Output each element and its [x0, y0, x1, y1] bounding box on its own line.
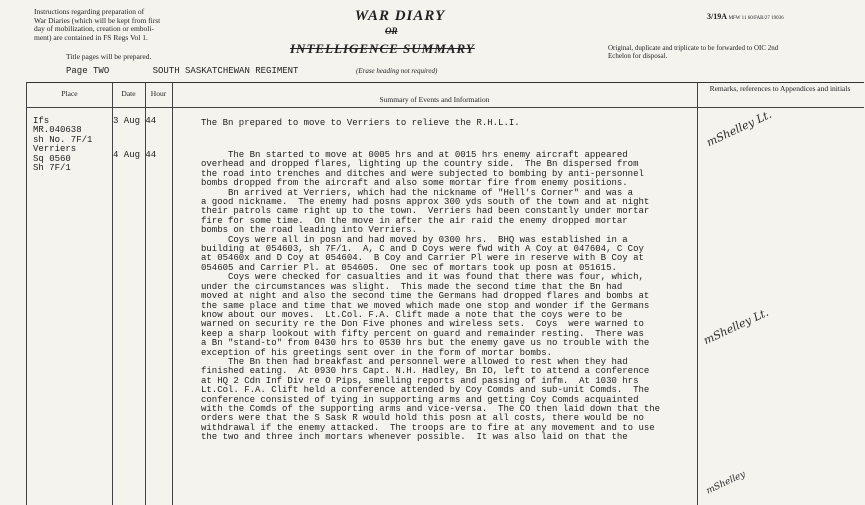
- signature-3: mShelley: [704, 469, 748, 497]
- place-entry: Ifs MR.040638 sh No. 7F/1 Verriers Sq 0560 Sh 7F/1: [33, 116, 93, 174]
- summary-entry-1: The Bn prepared to move to Verriers to relieve the R.H.L.I.: [201, 118, 520, 128]
- date-entry-1: 3 Aug 44: [113, 116, 157, 126]
- date-entry-2: 4 Aug 44: [113, 150, 157, 160]
- form-code-small: MFW 11 60/FAB/27 19036: [728, 16, 784, 21]
- instructions-block: [34, 8, 234, 42]
- page-label: Page: [66, 66, 88, 76]
- form-code-main: 3/19A: [707, 12, 727, 21]
- hour-header: Hour: [150, 89, 167, 98]
- signature-2: mShelley Lt.: [701, 305, 771, 348]
- column-divider: [112, 83, 113, 505]
- instructions-line: War Diaries (which will be kept from first: [34, 15, 161, 25]
- instructions-line: Instructions regarding preparation of: [34, 7, 145, 16]
- intelligence-summary-title: INTELLIGENCE SUMMARY: [290, 41, 475, 56]
- place-header: Place: [61, 89, 78, 98]
- date-header: Date: [121, 89, 136, 98]
- title-pages-note: Title pages will be prepared.: [66, 52, 152, 61]
- instructions-line: day of mobilization, creation or emboli-: [34, 24, 154, 33]
- column-divider: [145, 83, 146, 505]
- diary-table: [26, 82, 864, 505]
- summary-entry-2: The Bn started to move at 0005 hrs and at 0015 hrs enemy aircraft appeared overhead and dropped flares, lighting up the country side. The Bn dispersed from the road into trenches and ditches and were subjected to bombing by anti-personnel bombs dropped from the aircraft and also some mortar fire from enemy positions. Bn arrived at Verriers, which had the nickname of "Hell's Corner" and was a a good nickname. The enemy had posns approx 300 yds south of the town and at night their patrols came right up to the town. Verriers had been constantly under mortar fire for some time. On the move in after the air raid the enemy dropped mortar bombs on the road leading into Verriers. Coys were all in posn and had moved by 0300 hrs. BHQ was established in a building at 054603, sh 7F/1. A, C and D Coys were fwd with A Coy at 047604, C Coy at 05460x and D Coy at 054604. B Coy and Carrier Pl were in reserve with B Coy at 054605 and Carrier Pl. at 054605. One sec of mortars took up posn at 051615. Coys were checked for casualties and it was found that there was four, which, under the circumstances was slight. This made the second time that the Bn had moved at night and also the second time the Germans had dropped flares and bombs at the same place and time that we moved which made one stop and wonder if the Germans know about our moves. Lt.Col. F.A. Clift made a note that the coys were to be warned on security re the Don Five phones and wireless sets. Coys were warned to keep a sharp lookout with fifty percent on guard and remainder resting. There was a Bn "stand-to" from 0430 hrs to 0530 hrs but the enemy gave us no trouble with the exception of his greetings sent over in the form of mortar bombs. The Bn then had breakfast and personnel were allowed to rest when they had finished eating. At 0930 hrs Capt. N.H. Hadley, Bn IO, left to attend a conference at HQ 2 Cdn Inf Div re O Pips, smelling reports and passing of infm. At 1030 hrs Lt.Col. F.A. Clift held a conference attended by Coy Comds and sub-unit Comds. The conference consisted of tying in supporting arms and getting Coy Comds acquainted with the Comds of the supporting arms and vice-versa. The CO then laid down that the orders were that the S Sask R would hold this posn at all costs, there would be no withdrawal if the enemy attacked. The troops are to fire at any movement and to use the two and three inch mortars whenever possible. It was also laid on that the: [201, 150, 661, 443]
- summary-header: Summary of Events and Information: [379, 95, 490, 104]
- form-code: [707, 12, 784, 21]
- diary-title: WAR DIARY: [354, 8, 446, 24]
- header-divider: [27, 107, 864, 108]
- instructions-line: ment) are contained in FS Regs Vol 1.: [34, 32, 148, 42]
- unit-name: SOUTH SASKATCHEWAN REGIMENT: [152, 66, 299, 76]
- erase-note: (Erase heading not required): [356, 67, 438, 75]
- page-value: TWO: [93, 66, 110, 76]
- original-note: Original, duplicate and triplicate to be forwarded to OIC 2nd Echelon for disposal.: [608, 44, 779, 60]
- page-line: [66, 66, 298, 76]
- remarks-header: Remarks, references to Appendices and initials: [709, 84, 851, 93]
- column-divider: [697, 83, 698, 505]
- signature-1: mShelley Lt.: [704, 107, 774, 150]
- column-divider: [172, 83, 173, 505]
- or-text: OR: [385, 26, 398, 36]
